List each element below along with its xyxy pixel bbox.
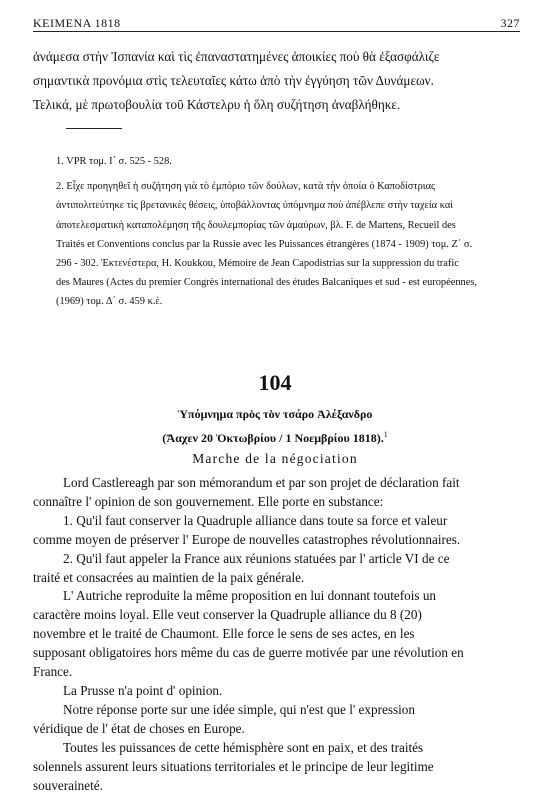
body-line: Lord Castlereagh par son mémorandum et par son projet de déclaration fait [63,475,460,490]
body-line: véridique de l' état de choses en Europe. [33,720,245,736]
footnote-1: 1. VPR τομ. Ι΄ σ. 525 - 528. [56,156,172,167]
section-heading: Marche de la négociation [192,451,358,466]
page-number: 327 [500,16,520,30]
body-line: souveraineté. [33,777,103,793]
body-line: Toutes les puissances de cette hémisphère sont en paix, et des traités [63,739,424,755]
document-title: Ὑπόμνημα πρὸς τὸν τσάρο Ἀλέξανδρο [177,407,373,421]
paragraph-line: ἀνάμεσα στὴν Ἰσπανία καὶ τὶς ἐπαναστατημένες ἀποικίες ποὺ θὰ ἐξασφάλιζε [33,49,440,64]
body-line: solennels assurent leurs situations territoriales et le principe de leur legitime [33,758,434,774]
body-line: supposant obligatoires hors même du cas de guerre motivée par une révolution en [33,645,464,661]
paragraph-line: σημαντικὰ προνόμια στὶς τελευταῖες κάτω ἀπὸ τὴν ἐγγύηση τῶν Δυνάμεων. [33,73,434,88]
running-header-title: ΚΕΙΜΕΝΑ 1818 [33,16,121,30]
body-line: Notre réponse porte sur une idée simple, qui n'est que l' expression [63,701,415,717]
body-line: 2. Qu'il faut appeler la France aux réunions statuées par l' article VI de ce [63,550,450,566]
footnote-separator [66,128,122,129]
body-line: La Prusse n'a point d' opinion. [63,682,223,698]
footnote-2-line: ἀντιπολιτεύτηκε τὶς βρετανικὲς θέσεις, ὑποβάλλοντας ὑπόμνημα ποὺ ἀπέβλεπε στὴν ταχεία καὶ [56,200,454,212]
body-line: France. [33,664,73,680]
footnote-2-line: ἀποτελεσματικὴ καταπολέμηση τῆς δουλεμπορίας τῶν ἀμαύρων, βλ. F. de Martens, Recueil des [56,219,456,231]
footnote-2-line: 296 - 302. Ἐκτενέστερα, Η. Koukkou, Mémoire de Jean Capodistrias sur la suppression du trafic [56,258,459,270]
body-text [33,474,520,795]
body-line: 1. Qu'il faut conserver la Quadruple alliance dans toute sa force et valeur [63,512,448,528]
body-line: novembre et le traité de Chaumont. Elle force le sens de ses actes, en les [33,626,415,642]
document-date-text: (Ἄαχεν 20 Ὀκτωβρίου / 1 Νοεμβρίου 1818). [162,431,384,445]
body-line: comme moyen de préserver l' Europe de nouvelles catastrophes révolutionnaires. [33,531,461,547]
body-line: L' Autriche reproduite la même proposition en lui donnant toutefois un [63,588,437,604]
footnote-marker: 1 [383,430,388,439]
footnote-2-line: (1969) τομ. Δ΄ σ. 459 κ.ἑ. [56,296,163,308]
document-date [0,425,550,448]
paragraph-line: Τελικά, μὲ πρωτοβουλία τοῦ Κάστελρυ ἡ ὅλη συζήτηση ἀναβλήθηκε. [33,97,401,112]
continued-paragraph [33,45,520,117]
footnote-2-line: des Maures (Actes du premier Congrès international des études Balcaniques et sud - est européennes, [56,277,477,289]
header-rule [33,31,520,32]
footnote-2-line: Traités et Conventions conclus par la Russie avec les Puissances étrangères (1874 - 1909) τομ. Ζ΄ σ. [56,238,473,250]
body-line: caractère moins loyal. Elle veut conserver la Quadruple alliance du 8 (20) [33,607,422,623]
footnotes [56,152,520,312]
document-number: 104 [258,370,292,395]
footnote-2-line: 2. Εἶχε προηγηθεῖ ἡ συζήτηση γιὰ τὸ ἐμπόριο τῶν δούλων, κατὰ τὴν ὁποία ὁ Καποδίστριας [56,181,436,193]
body-line: connaître l' opinion de son gouvernement. Elle porte en substance: [33,493,384,509]
body-line: traité et consacrées au maintien de la paix générale. [33,569,305,585]
